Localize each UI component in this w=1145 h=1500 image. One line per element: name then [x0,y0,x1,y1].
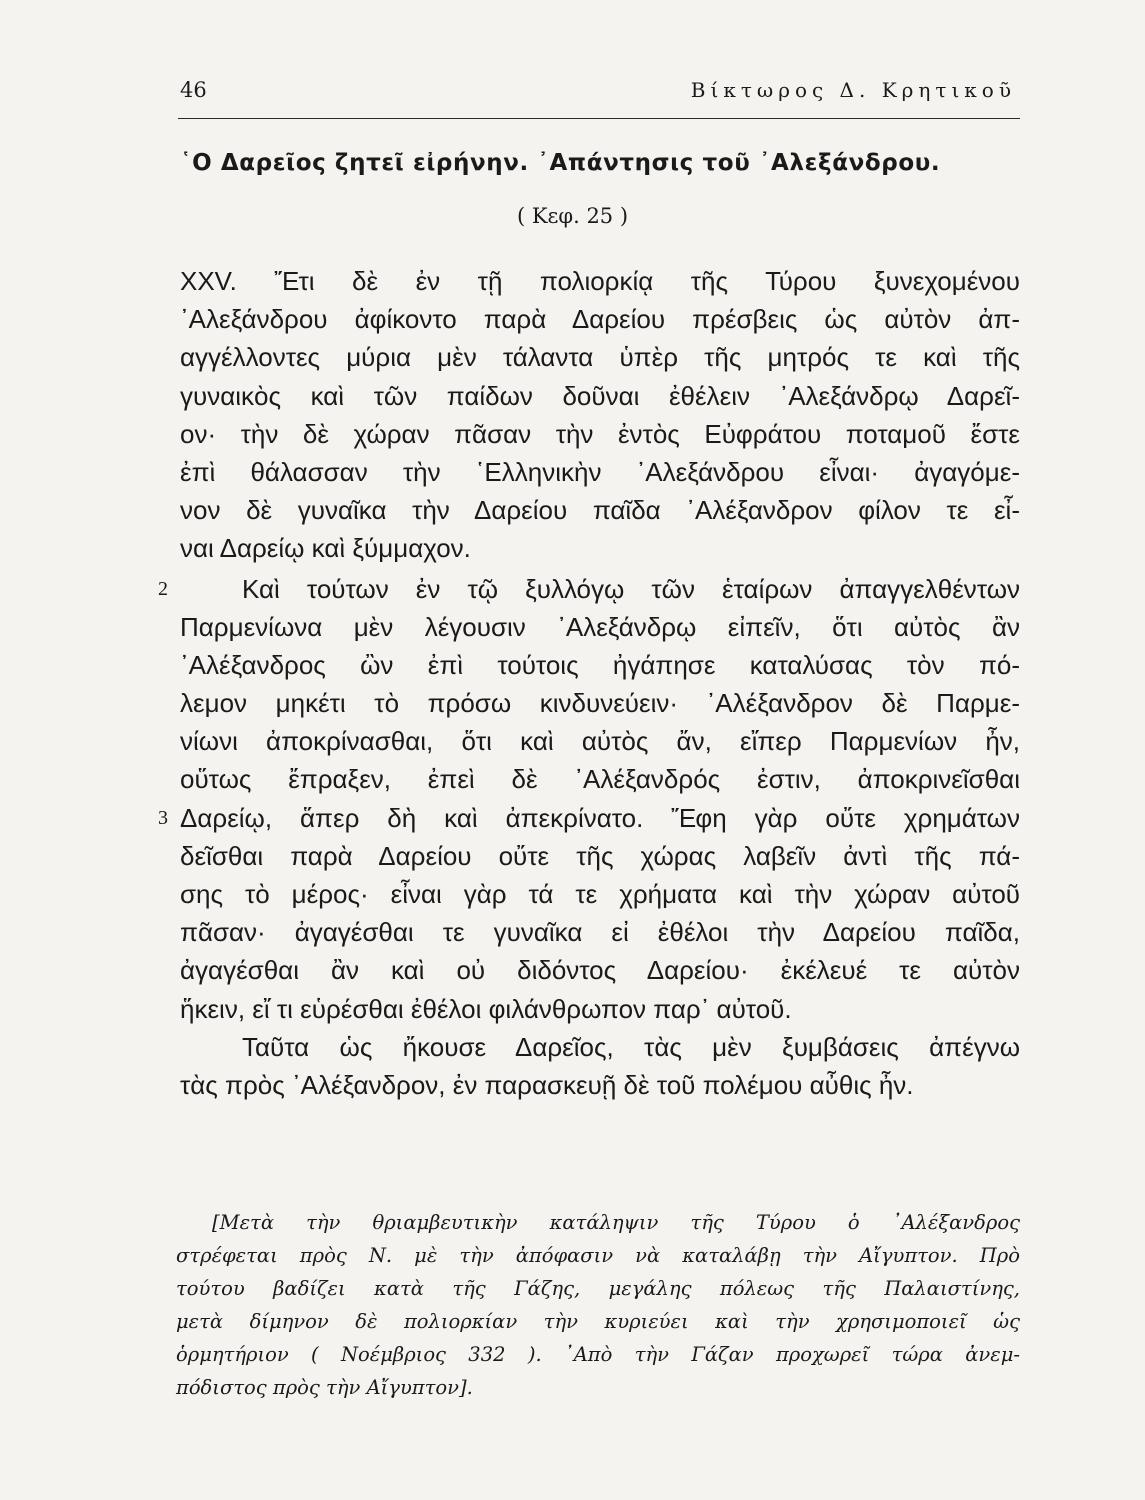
text-line: Παρμενίωνα μὲν λέγουσιν ᾿Αλεξάνδρῳ εἰπεῖν, ὅτι αὐτὸς ἂν [180,611,1020,642]
note-line: πόδιστος πρὸς τὴν Αἴγυπτον]. [176,1376,473,1399]
text-line: ναι Δαρείῳ καὶ ξύμμαχον. [180,533,471,564]
text-line: ᾿Αλέξανδρος ὢν ἐπὶ τούτοις ἠγάπησε καταλύσας τὸν πό- [180,649,1020,680]
paragraph-2-line [158,570,1020,608]
note-line: [Μετὰ τὴν θριαμβευτικὴν κατάληψιν τῆς Τύρου ὁ ᾿Αλέξανδρος [212,1211,1020,1234]
text-line: ἀγαγέσθαι ἂν καὶ οὐ διδόντος Δαρείου· ἐκέλευέ τε αὐτὸν [180,955,1020,986]
text-line: νίωνι ἀποκρίνασθαι, ὅτι καὶ αὐτὸς ἄν, εἴπερ Παρμενίων ἦν, [180,726,1020,757]
text-line: γυναικὸς καὶ τῶν παίδων δοῦναι ἐθέλειν ᾿Αλεξάνδρῳ Δαρεῖ- [180,380,1020,411]
note-line: στρέφεται πρὸς Ν. μὲ τὴν ἀπόφασιν νὰ καταλάβῃ τὴν Αἴγυπτον. Πρὸ [176,1244,1020,1267]
section-title: ῾Ο Δαρεῖος ζητεῖ εἰρήνην. ᾿Απάντησις τοῦ ᾿Αλεξάνδρου. [180,150,941,176]
text-line: τὰς πρὸς ᾿Αλέξανδρον, ἐν παρασκευῇ δὲ τοῦ πολέμου αὖθις ἦν. [180,1069,914,1100]
margin-number: 2 [158,577,168,600]
text-line: αγγέλλοντες μύρια μὲν τάλαντα ὑπὲρ τῆς μητρός τε καὶ τῆς [180,342,1020,373]
text-line: σης τὸ μέρος· εἶναι γὰρ τά τε χρήματα καὶ τὴν χώραν αὐτοῦ [180,879,1020,909]
margin-number: 3 [158,806,168,829]
text-line: ᾿Αλεξάνδρου ἀφίκοντο παρὰ Δαρείου πρέσβεις ὡς αὐτὸν ἀπ- [180,304,1020,335]
text-line: Δαρείῳ, ἅπερ δὴ καὶ ἀπεκρίνατο. Ἔφη γὰρ οὔτε χρημάτων [180,802,1020,833]
note-line: μετὰ δίμηνον δὲ πολιορκίαν τὴν κυριεύει καὶ τὴν χρησιμοποιεῖ ὡς [176,1310,1020,1333]
paragraph-3-line [158,799,1020,837]
text-line: Ταῦτα ὡς ἤκουσε Δαρεῖος, τὰς μὲν ξυμβάσεις ἀπέγνω [242,1031,1020,1062]
editorial-note [176,1206,1020,1404]
text-line: ἥκειν, εἴ τι εὑρέσθαι ἐθέλοι φιλάνθρωπον παρ᾿ αὐτοῦ. [180,993,792,1024]
note-line: ὁρμητήριον ( Νοέμβριος 332 ). ᾿Απὸ τὴν Γάζαν προχωρεῖ τώρα ἀνεμ- [176,1343,1020,1366]
page-number: 46 [180,78,207,102]
text-line: ἐπὶ θάλασσαν τὴν ῾Ελληνικὴν ᾿Αλεξάνδρου εἶναι· ἀγαγόμε- [180,456,1020,487]
chapter-reference: ( Κεφ. 25 ) [516,204,629,228]
page-header [178,72,1020,119]
text-line: ον· τὴν δὲ χώραν πᾶσαν τὴν ἐντὸς Εὐφράτου ποταμοῦ ἔστε [180,418,1020,449]
text-line: Καὶ τούτων ἐν τῷ ξυλλόγῳ τῶν ἑταίρων ἀπαγγελθέντων [242,573,1020,604]
text-line: XXV. Ἔτι δὲ ἐν τῇ πολιορκίᾳ τῆς Τύρου ξυνεχομένου [180,266,1020,296]
note-line: τούτου βαδίζει κατὰ τῆς Γάζης, μεγάλης πόλεως τῆς Παλαιστίνης, [176,1277,1020,1300]
main-text [158,262,1020,1104]
text-line: οὕτως ἔπραξεν, ἐπεὶ δὲ ᾿Αλέξανδρός ἐστιν, ἀποκρινεῖσθαι [180,764,1020,795]
text-line: λεμον μηκέτι τὸ πρόσω κινδυνεύειν· ᾿Αλέξανδρον δὲ Παρμε- [180,688,1020,719]
text-line: νον δὲ γυναῖκα τὴν Δαρείου παῖδα ᾿Αλέξανδρον φίλον τε εἶ- [180,495,1020,526]
running-head: Βίκτωρος Δ. Κρητικοῦ [690,78,1016,102]
text-line: πᾶσαν· ἀγαγέσθαι τε γυναῖκα εἰ ἐθέλοι τὴν Δαρείου παῖδα, [180,917,1020,948]
text-line: δεῖσθαι παρὰ Δαρείου οὔτε τῆς χώρας λαβεῖν ἀντὶ τῆς πά- [180,840,1020,871]
